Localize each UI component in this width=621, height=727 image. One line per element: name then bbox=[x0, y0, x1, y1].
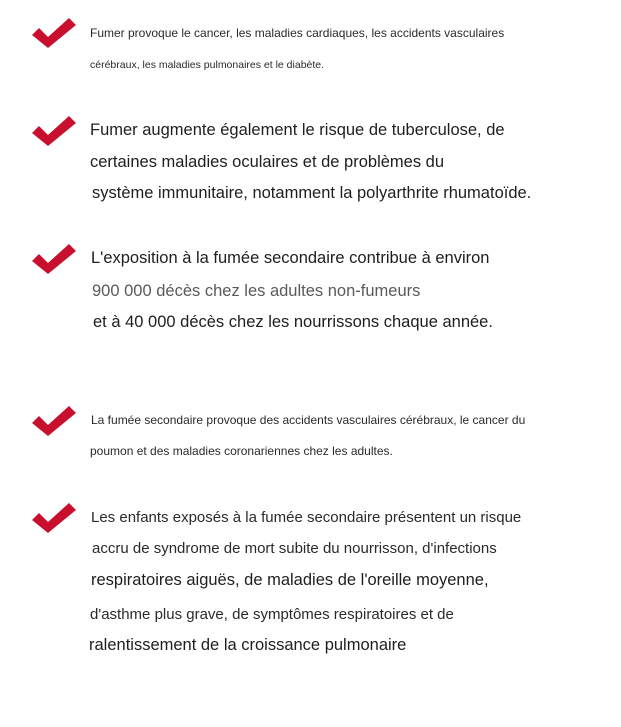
check-icon bbox=[29, 499, 79, 537]
item-1-line-2: cérébraux, les maladies pulmonaires et le diabète. bbox=[90, 59, 325, 71]
item-3-line-3: et à 40 000 décès chez les nourrissons chaque année. bbox=[93, 313, 493, 331]
item-1-line-1: Fumer provoque le cancer, les maladies cardiaques, les accidents vasculaires bbox=[90, 26, 505, 40]
check-icon bbox=[29, 14, 79, 52]
item-5-line-1: Les enfants exposés à la fumée secondaire présentent un risque bbox=[91, 509, 522, 526]
item-3-line-1: L'exposition à la fumée secondaire contribue à environ bbox=[91, 249, 490, 267]
item-4-line-2: poumon et des maladies coronariennes chez les adultes. bbox=[90, 444, 393, 458]
check-icon bbox=[29, 112, 79, 150]
item-5-line-2: accru de syndrome de mort subite du nourrisson, d'infections bbox=[92, 540, 497, 557]
item-2-line-1: Fumer augmente également le risque de tuberculose, de bbox=[90, 121, 505, 139]
item-5-line-5: ralentissement de la croissance pulmonaire bbox=[89, 636, 407, 654]
item-3-line-2: 900 000 décès chez les adultes non-fumeurs bbox=[92, 282, 421, 300]
item-5-line-3: respiratoires aiguës, de maladies de l'oreille moyenne, bbox=[91, 571, 489, 589]
check-icon bbox=[29, 402, 79, 440]
item-2-line-2: certaines maladies oculaires et de problèmes du bbox=[90, 153, 445, 171]
item-2-line-3: système immunitaire, notamment la polyarthrite rhumatoïde. bbox=[92, 184, 532, 202]
check-icon bbox=[29, 240, 79, 278]
item-5-line-4: d'asthme plus grave, de symptômes respiratoires et de bbox=[90, 606, 454, 623]
item-4-line-1: La fumée secondaire provoque des accidents vasculaires cérébraux, le cancer du bbox=[91, 413, 526, 427]
